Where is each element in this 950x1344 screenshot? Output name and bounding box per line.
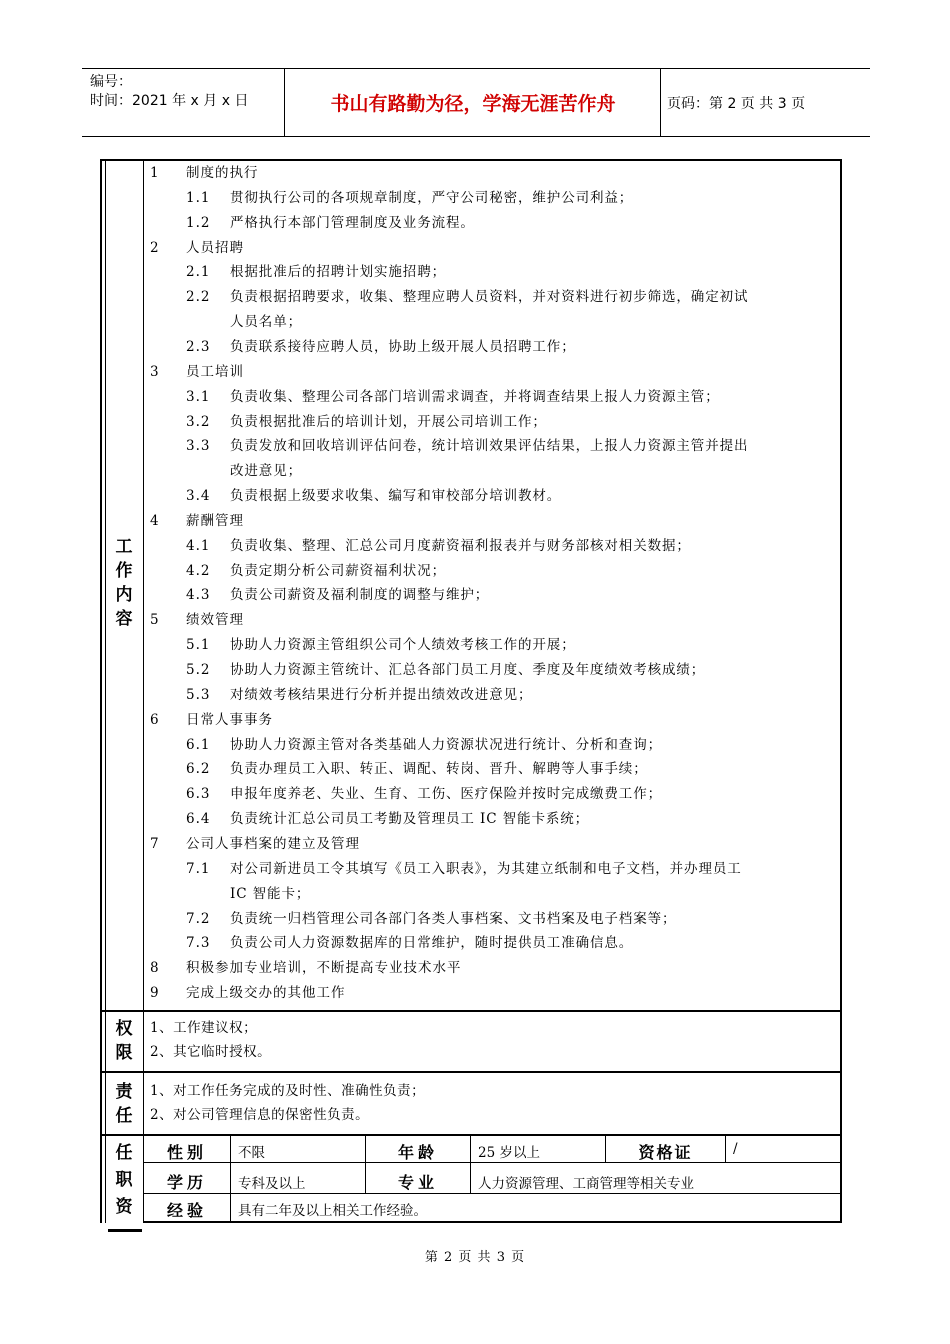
- duty-number: 6.4: [186, 811, 211, 828]
- age-label: 年龄: [397, 1143, 438, 1162]
- duty-number: 6.1: [186, 736, 211, 753]
- gender-value: 不限: [238, 1145, 265, 1161]
- duty-text: 负责根据批准后的培训计划，开展公司培训工作；: [230, 413, 547, 430]
- duty-text: 负责公司人力资源数据库的日常维护，随时提供员工准确信息。: [230, 935, 634, 952]
- duty-number: 5: [150, 612, 160, 629]
- duty-text: 负责根据招聘要求，收集、整理应聘人员资料，并对资料进行初步筛选，确定初试: [230, 289, 749, 306]
- document-time: 时间：2021 年 x 月 x 日: [90, 93, 249, 109]
- duty-number: 9: [150, 985, 160, 1002]
- duty-text: 制度的执行: [186, 165, 259, 181]
- duty-text: 协助人力资源主管统计、汇总各部门员工月度、季度及年度绩效考核成绩；: [230, 662, 706, 678]
- header-page-info: 页码：第 2 页 共 3 页: [667, 95, 806, 112]
- authority-list: [150, 1016, 271, 1064]
- duty-text: 负责收集、整理公司各部门培训需求调查，并将调查结果上报人力资源主管；: [230, 388, 720, 405]
- header-meta: [90, 73, 248, 111]
- duty-number: 2.2: [186, 289, 211, 306]
- responsibility-list: [150, 1079, 425, 1127]
- responsibility-item: 1、对工作任务完成的及时性、准确性负责；: [150, 1083, 426, 1099]
- education-value: 专科及以上: [238, 1176, 306, 1192]
- major-label: 专业: [397, 1173, 438, 1192]
- major-value: 人力资源管理、工商管理等相关专业: [478, 1176, 694, 1192]
- table-border: [143, 1221, 842, 1223]
- document-number-label: 编号：: [90, 74, 132, 90]
- duty-number: 6: [150, 711, 160, 728]
- duty-number: 3.2: [186, 413, 211, 430]
- duty-text: 公司人事档案的建立及管理: [186, 835, 360, 852]
- responsibility-item: 2、对公司管理信息的保密性负责。: [150, 1107, 370, 1123]
- duty-text: 贯彻执行公司的各项规章制度，严守公司秘密，维护公司利益；: [230, 189, 634, 206]
- duty-text: 负责统计汇总公司员工考勤及管理员工 IC 智能卡系统；: [230, 811, 590, 828]
- education-label: 学历: [166, 1173, 207, 1192]
- duty-number: 2: [150, 239, 160, 256]
- duty-text: 日常人事事务: [186, 711, 273, 728]
- duty-text: 负责根据上级要求收集、编写和审校部分培训教材。: [230, 488, 562, 505]
- duty-text: 负责统一归档管理公司各部门各类人事档案、文书档案及电子档案等；: [230, 910, 677, 927]
- duty-text: IC 智能卡；: [230, 885, 311, 902]
- responsibility-label: 责 任: [115, 1082, 133, 1126]
- experience-value: 具有二年及以上相关工作经验。: [238, 1203, 427, 1219]
- duty-text: 申报年度养老、失业、生育、工伤、医疗保险并按时完成缴费工作；: [230, 786, 662, 803]
- duty-number: 7.2: [186, 910, 211, 927]
- duty-text: 严格执行本部门管理制度及业务流程。: [230, 214, 475, 231]
- duty-number: 2.1: [186, 264, 211, 281]
- duty-text: 完成上级交办的其他工作: [186, 985, 346, 1002]
- table-border: [100, 159, 102, 1223]
- duty-text: 改进意见；: [230, 463, 302, 480]
- authority-item: 2、其它临时授权。: [150, 1044, 272, 1060]
- duty-text: 人员招聘: [186, 239, 244, 256]
- duty-text: 绩效管理: [186, 612, 244, 629]
- duty-number: 6.2: [186, 761, 211, 778]
- experience-label: 经验: [166, 1201, 207, 1220]
- duty-text: 负责定期分析公司薪资福利状况；: [230, 562, 446, 579]
- certificate-label: 资格证: [638, 1143, 693, 1162]
- duty-number: 6.3: [186, 786, 211, 803]
- duty-number: 3.3: [186, 438, 211, 455]
- table-border: [108, 1229, 142, 1232]
- duty-text: 负责公司薪资及福利制度的调整与维护；: [230, 587, 490, 604]
- duty-number: 3.4: [186, 488, 211, 505]
- duty-number: 5.1: [186, 637, 211, 654]
- duty-text: 薪酬管理: [186, 512, 244, 529]
- duty-number: 4.1: [186, 537, 211, 554]
- header-motto: 书山有路勤为径，学海无涯苦作舟: [330, 93, 616, 115]
- table-border: [105, 159, 106, 1223]
- table-border: [143, 159, 144, 1223]
- table-border: [143, 1162, 842, 1163]
- duty-number: 4.2: [186, 562, 211, 579]
- qualification-label: 任 职 资: [115, 1143, 133, 1217]
- duty-text: 积极参加专业培训，不断提高专业技术水平: [186, 960, 462, 977]
- duty-text: 协助人力资源主管对各类基础人力资源状况进行统计、分析和查询；: [230, 736, 662, 753]
- duty-text: 负责联系接待应聘人员，协助上级开展人员招聘工作；: [230, 338, 576, 355]
- table-border: [100, 1010, 842, 1012]
- table-border: [230, 1135, 231, 1222]
- duty-number: 1: [150, 165, 160, 181]
- duty-number: 5.3: [186, 686, 211, 703]
- duty-text: 协助人力资源主管组织公司个人绩效考核工作的开展；: [230, 637, 576, 654]
- duty-text: 负责办理员工入职、转正、调配、转岗、晋升、解聘等人事手续；: [230, 761, 648, 778]
- duty-text: 对绩效考核结果进行分析并提出绩效改进意见；: [230, 686, 533, 703]
- duty-text: 对公司新进员工令其填写《员工入职表》，为其建立纸制和电子文档，并办理员工: [230, 860, 742, 877]
- age-value: 25 岁以上: [478, 1145, 540, 1161]
- table-border: [143, 1193, 842, 1194]
- page-footer: 第 2 页 共 3 页: [424, 1250, 526, 1265]
- work-content-label: 工 作 内 容: [115, 537, 133, 629]
- duty-number: 3.1: [186, 388, 211, 405]
- duty-text: 根据批准后的招聘计划实施招聘；: [230, 264, 446, 281]
- duty-text: 员工培训: [186, 363, 244, 380]
- page-header: [82, 68, 870, 137]
- certificate-value: /: [733, 1141, 738, 1157]
- duty-number: 3: [150, 363, 160, 380]
- duty-number: 7.3: [186, 935, 211, 952]
- duty-number: 8: [150, 960, 160, 977]
- duty-number: 2.3: [186, 338, 211, 355]
- table-border: [840, 159, 842, 1223]
- duty-number: 5.2: [186, 662, 211, 678]
- table-border: [725, 1135, 726, 1163]
- duty-text: 人员名单；: [230, 314, 302, 331]
- duty-number: 1.2: [186, 214, 211, 231]
- duty-number: 7: [150, 835, 160, 852]
- table-border: [470, 1135, 471, 1194]
- authority-label: 权 限: [115, 1019, 133, 1063]
- table-border: [100, 1134, 842, 1136]
- duty-number: 7.1: [186, 860, 211, 877]
- duty-number: 1.1: [186, 189, 211, 206]
- duty-number: 4.3: [186, 587, 211, 604]
- duty-text: 负责收集、整理、汇总公司月度薪资福利报表并与财务部核对相关数据；: [230, 537, 691, 554]
- duty-text: 负责发放和回收培训评估问卷，统计培训效果评估结果，上报人力资源主管并提出: [230, 438, 749, 455]
- gender-label: 性别: [166, 1143, 207, 1162]
- authority-item: 1、工作建议权；: [150, 1020, 258, 1036]
- table-border: [100, 1071, 842, 1073]
- duty-number: 4: [150, 512, 160, 529]
